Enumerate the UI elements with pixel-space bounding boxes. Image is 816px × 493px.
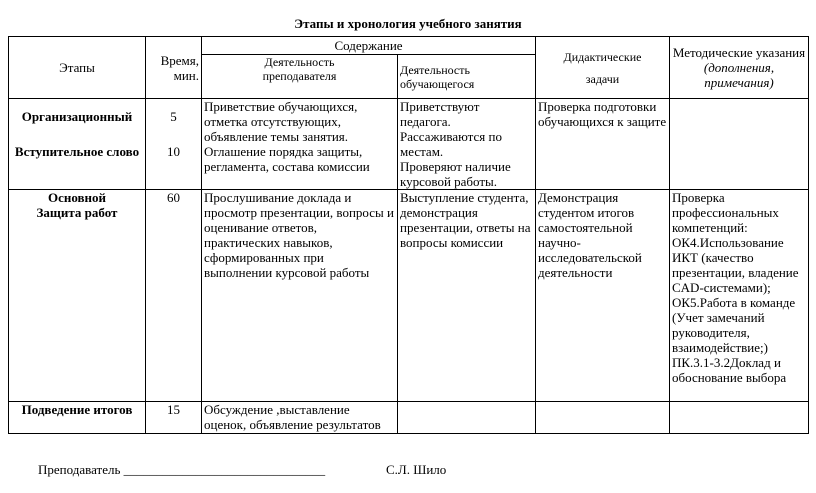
teacher-activity: Прослушивание доклада и просмотр презентации, вопросы и оценивание ответов, практических навыков, сформированных при выполнении курсовой работы — [202, 190, 398, 402]
header-time-line1: Время, — [160, 52, 199, 68]
header-student — [398, 55, 536, 99]
stage-label: Подведение итогов — [9, 402, 146, 434]
header-didactic-line2: задачи — [585, 71, 620, 86]
method-notes: Проверка профессиональных компетенций: ОК4.Использование ИКТ (качество презентации, владение CAD-системами); ОК5.Работа в команде (Учет замечаний руководителя, взаимодействие;) ПК.3.1-3.2Доклад и обоснование выбора — [670, 190, 809, 402]
table-row — [9, 99, 809, 190]
table-row — [9, 190, 809, 402]
page-title: Этапы и хронология учебного занятия — [294, 16, 522, 31]
header-content: Содержание — [202, 37, 536, 55]
time-cell — [146, 99, 202, 190]
time-value: 10 — [167, 144, 180, 159]
stage-cell — [9, 190, 146, 402]
header-method — [670, 37, 809, 99]
header-method-line2: (дополнения, — [703, 60, 775, 75]
method-notes — [670, 99, 809, 190]
teacher-activity: Приветствие обучающихся, отметка отсутствующих, объявление темы занятия. Оглашение порядка защиты, регламента, состава комиссии — [202, 99, 398, 190]
didactic-task: Демонстрация студентом итогов самостоятельной научно-исследовательской деятельности — [536, 190, 670, 402]
table-row — [9, 402, 809, 434]
student-activity — [398, 402, 536, 434]
student-activity — [398, 99, 536, 190]
footer-teacher-signature: Преподаватель _______________________________ — [38, 462, 326, 477]
header-teacher-line1: Деятельность — [264, 55, 335, 69]
header-method-line1: Методические указания — [672, 45, 806, 60]
time-value: 15 — [146, 402, 202, 434]
didactic-task — [536, 402, 670, 434]
time-value: 5 — [170, 109, 177, 124]
stage-label: Основной — [47, 190, 107, 205]
stage-label: Организационный — [21, 109, 133, 124]
method-notes — [670, 402, 809, 434]
header-student-line1: Деятельность — [400, 62, 470, 77]
student-activity-line: Проверяют наличие курсовой работы. — [400, 159, 511, 189]
header-stages: Этапы — [9, 37, 146, 99]
didactic-task: Проверка подготовки обучающихся к защите — [536, 99, 670, 190]
header-didactic-line1: Дидактические — [563, 49, 642, 64]
header-teacher — [202, 55, 398, 99]
stage-cell — [9, 99, 146, 190]
header-student-line2: обучающегося — [400, 76, 475, 91]
header-teacher-line2: преподавателя — [262, 69, 337, 83]
footer-teacher-name: С.Л. Шило — [386, 462, 447, 477]
header-time — [146, 37, 202, 99]
teacher-activity: Обсуждение ,выставление оценок, объявление результатов — [202, 402, 398, 434]
student-activity: Выступление студента, демонстрация презентации, ответы на вопросы комиссии — [398, 190, 536, 402]
header-time-line2: мин. — [173, 67, 199, 83]
stage-label: Вступительное слово — [14, 144, 140, 159]
time-value: 60 — [146, 190, 202, 402]
header-didactic — [536, 37, 670, 99]
student-activity-line: Приветствуют педагога. Рассаживаются по местам. — [400, 99, 502, 159]
lesson-table — [8, 36, 809, 434]
stage-label: Защита работ — [36, 205, 118, 220]
header-method-line3: примечания) — [704, 75, 774, 90]
